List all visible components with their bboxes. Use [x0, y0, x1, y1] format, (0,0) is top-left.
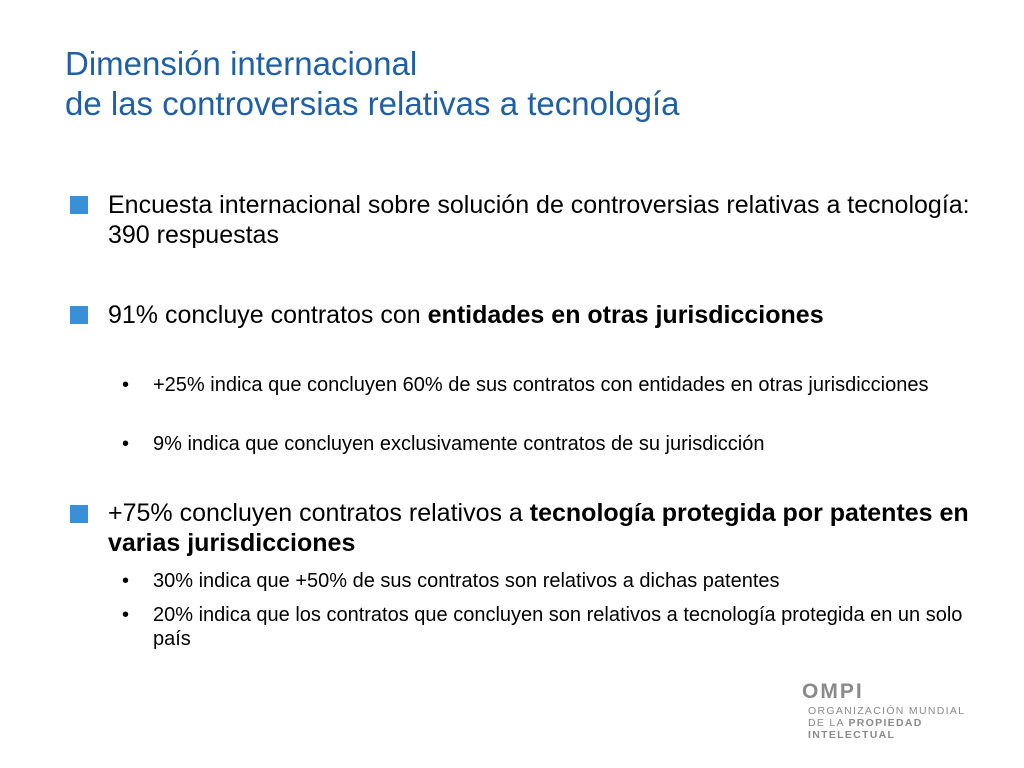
dot-bullet-icon: • [122, 374, 130, 396]
logo-line-2-plain: DE LA [808, 717, 849, 729]
logo-name: OMPI [802, 680, 864, 703]
logo-line-2 [808, 717, 965, 729]
sub-bullet-text: +25% indica que concluyen 60% de sus contratos con entidades en otras jurisdicciones [153, 374, 929, 396]
bullet-text-bold: tecnología protegida por patentes en varias jurisdicciones [108, 499, 969, 557]
sub-bullet-text: 20% indica que los contratos que concluyen son relativos a tecnología protegida en un solo país [153, 604, 963, 650]
sub-bullet-text: 30% indica que +50% de sus contratos son relativos a dichas patentes [153, 570, 780, 592]
square-bullet-icon [70, 505, 88, 523]
sub-bullet-text: 9% indica que concluyen exclusivamente contratos de su jurisdicción [153, 433, 765, 455]
dot-bullet-icon: • [122, 604, 130, 626]
logo-line-1: ORGANIZACIÓN MUNDIAL [808, 705, 966, 717]
square-bullet-icon [70, 196, 88, 214]
logo-line-3: INTELECTUAL [808, 729, 896, 741]
logo-line-2-bold: PROPIEDAD [848, 717, 923, 729]
slide-title [65, 44, 965, 124]
slide-title-line-2: de las controversias relativas a tecnología [65, 85, 680, 122]
dot-bullet-icon: • [122, 570, 130, 592]
bullet-text-patents [108, 498, 988, 558]
bullet-text-contracts [108, 300, 988, 330]
square-bullet-icon [70, 306, 88, 324]
bullet-text-plain: +75% concluyen contratos relativos a [108, 499, 530, 527]
ompi-logo [802, 680, 966, 741]
bullet-text-survey: Encuesta internacional sobre solución de controversias relativas a tecnología: 390 respuestas [108, 191, 970, 249]
bullet-text-plain: 91% concluye contratos con [108, 301, 428, 329]
bullet-text-bold: entidades en otras jurisdicciones [427, 301, 824, 329]
slide-title-line-1: Dimensión internacional [65, 45, 418, 82]
dot-bullet-icon: • [122, 433, 130, 455]
